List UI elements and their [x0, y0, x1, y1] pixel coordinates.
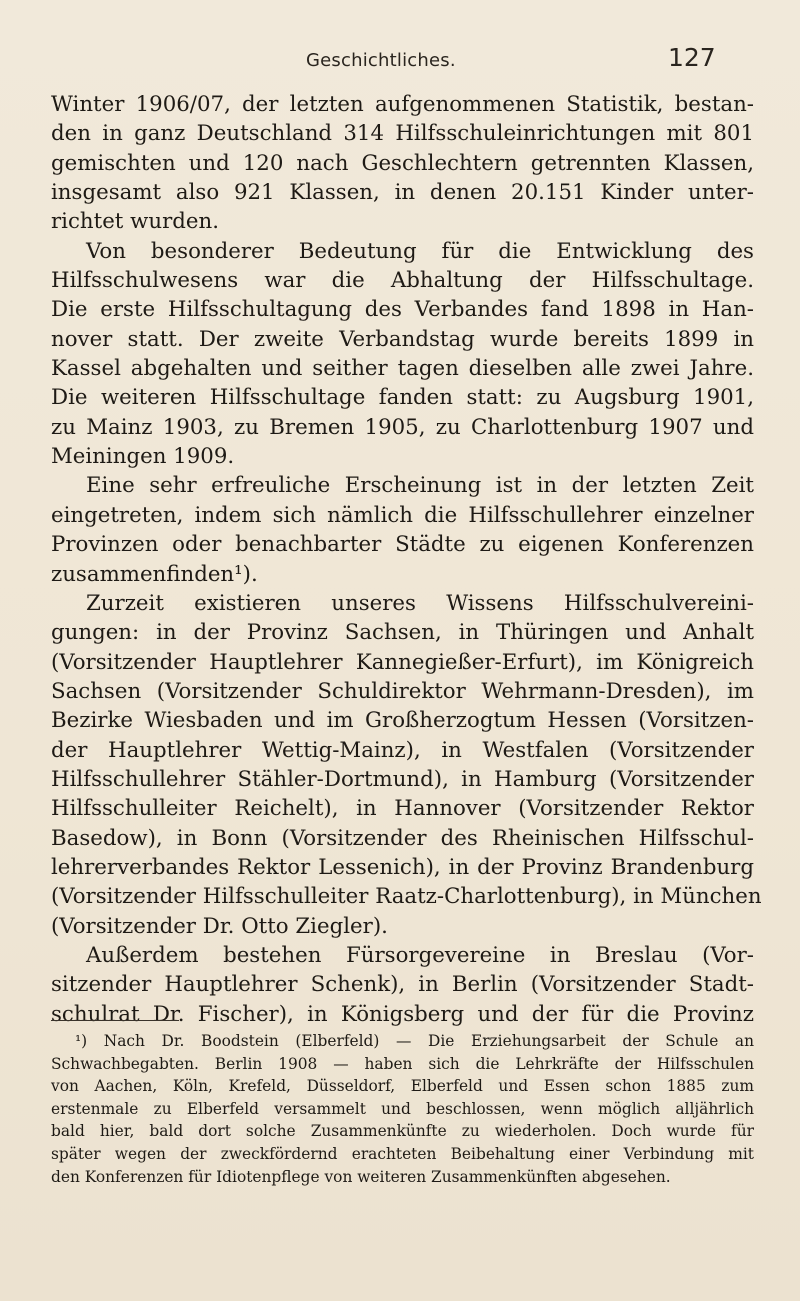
footnote-rule [51, 1020, 179, 1021]
text-line: gungen: in der Provinz Sachsen, in Thüringen und Anhalt [51, 620, 754, 646]
text-line: richtet wurden. [51, 209, 219, 235]
text-line: sitzender Hauptlehrer Schenk), in Berlin (Vorsitzender Stadt- [51, 972, 754, 998]
text-line: insgesamt also 921 Klassen, in denen 20.151 Kinder unter- [51, 180, 754, 206]
text-line: Winter 1906/07, der letzten aufgenommenen Statistik, bestan- [51, 92, 754, 117]
paragraph-start: Eine sehr erfreuliche Erscheinung ist in der letzten Zeit [86, 473, 754, 499]
running-head [0, 43, 800, 79]
text-line: Meiningen 1909. [51, 444, 235, 470]
text-line: Die weiteren Hilfsschultage fanden statt: zu Augsburg 1901, [51, 385, 754, 411]
footnote-line: Schwachbegabten. Berlin 1908 — haben sich die Lehrkräfte der Hilfsschulen [51, 1054, 754, 1073]
text-line: zu Mainz 1903, zu Bremen 1905, zu Charlottenburg 1907 und [51, 414, 754, 440]
text-line: nover statt. Der zweite Verbandstag wurde bereits 1899 in [51, 326, 754, 352]
text-line: (Vorsitzender Dr. Otto Ziegler). [51, 913, 388, 939]
text-line: schulrat Dr. Fischer), in Königsberg und der für die Provinz [51, 1001, 754, 1027]
body-text [51, 90, 762, 1029]
text-line: zusammenfinden¹). [51, 561, 258, 587]
text-line: den in ganz Deutschland 314 Hilfsschuleinrichtungen mit 801 [51, 121, 754, 147]
footnote [51, 1030, 754, 1188]
footnote-line: später wegen der zweckfördernd erachteten Beibehaltung einer Verbindung mit [51, 1144, 754, 1163]
footnote-line: den Konferenzen für Idiotenpflege von weiteren Zusammenkünften abgesehen. [51, 1167, 671, 1186]
page-number: 127 [668, 43, 716, 72]
paragraph-start: Zurzeit existieren unseres Wissens Hilfsschulvereini- [86, 590, 754, 616]
text-line: Hilfsschulwesens war die Abhaltung der Hilfsschultage. [51, 268, 754, 294]
text-line: (Vorsitzender Hilfsschulleiter Raatz-Charlottenburg), in München [51, 884, 762, 910]
text-line: Sachsen (Vorsitzender Schuldirektor Wehrmann-Dresden), im [51, 678, 754, 704]
footnote-line: von Aachen, Köln, Krefeld, Düsseldorf, Elberfeld und Essen schon 1885 zum [51, 1077, 754, 1096]
text-line: Provinzen oder benachbarter Städte zu eigenen Konferenzen [51, 532, 754, 558]
paragraph-start: Außerdem bestehen Fürsorgevereine in Breslau (Vor- [86, 942, 754, 968]
text-line: der Hauptlehrer Wettig-Mainz), in Westfalen (Vorsitzender [51, 737, 754, 763]
text-line: eingetreten, indem sich nämlich die Hilfsschullehrer einzelner [51, 502, 754, 528]
text-line: Kassel abgehalten und seither tagen dieselben alle zwei Jahre. [51, 356, 754, 382]
footnote-line: bald hier, bald dort solche Zusammenkünfte zu wiederholen. Doch wurde für [51, 1122, 754, 1141]
text-line: gemischten und 120 nach Geschlechtern getrennten Klassen, [51, 150, 754, 176]
text-line: Hilfsschulleiter Reichelt), in Hannover (Vorsitzender Rektor [51, 796, 754, 822]
text-line: Hilfsschullehrer Stähler-Dortmund), in Hamburg (Vorsitzender [51, 766, 754, 792]
footnote-line: erstenmale zu Elberfeld versammelt und beschlossen, wenn möglich alljährlich [51, 1099, 754, 1118]
running-title: Geschichtliches. [306, 50, 456, 71]
text-line: Basedow), in Bonn (Vorsitzender des Rheinischen Hilfsschul- [51, 825, 754, 851]
text-line: Bezirke Wiesbaden und im Großherzogtum Hessen (Vorsitzen- [51, 708, 754, 734]
paragraph-start: Von besonderer Bedeutung für die Entwicklung des [86, 238, 754, 264]
text-line: Die erste Hilfsschultagung des Verbandes fand 1898 in Han- [51, 297, 754, 323]
text-line: lehrerverbandes Rektor Lessenich), in der Provinz Brandenburg [51, 854, 754, 880]
text-line: (Vorsitzender Hauptlehrer Kannegießer-Erfurt), im Königreich [51, 649, 754, 675]
footnote-line: ¹) Nach Dr. Boodstein (Elberfeld) — Die Erziehungsarbeit der Schule an [75, 1032, 754, 1050]
